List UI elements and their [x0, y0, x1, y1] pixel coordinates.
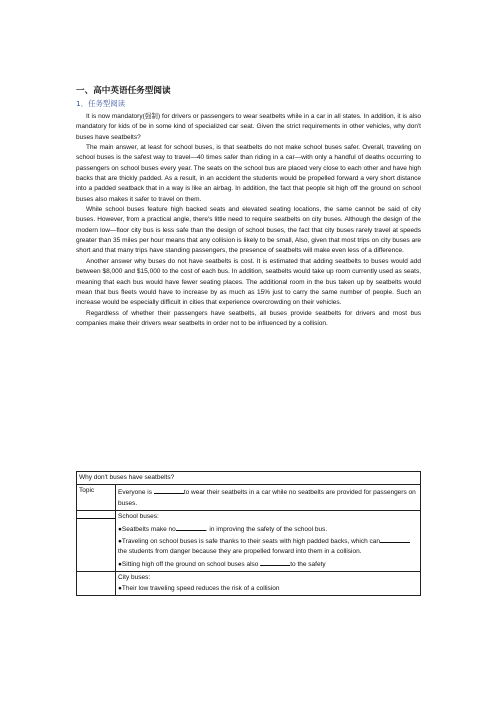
details-cell	[116, 511, 421, 572]
answer-blank-3[interactable]	[176, 523, 206, 531]
topic-text-before: Everyone is	[118, 489, 154, 497]
row-label-blank-cell	[77, 511, 116, 572]
passage-paragraph-4: Another answer why buses do not have seatbelts is cost. It is estimated that adding seatbelts to buses would add between $8,000 and $15,000 to the cost of each bus. In addition, seatbelts would take up room currently used as seats, meaning that each bus would have fewer seating places. The additional room in the bus taken up by seatbelts would mean that bus fleets would have to increase by as much as 15% just to carry the same number of people. Such an increase would be especially difficult in cities that experience overcrowding on their vehicles.	[76, 257, 421, 307]
table-row	[77, 511, 421, 572]
answer-blank-2[interactable]	[77, 511, 115, 519]
section-heading: 一、高中英语任务型阅读	[76, 86, 171, 96]
school-item-2-after: the students from danger because they are propelled forward into them in a collision.	[118, 548, 362, 556]
table-title: Why don't buses have seatbelts?	[77, 472, 421, 485]
passage-paragraph-1: It is now mandatory(强制) for drivers or passengers to wear seatbelts while in a car in all states. In addition, it is also mandatory for kids of be in some kind of specialized car seat. Given the strict requirements in other vehicles, why don't buses have seatbelts?	[76, 113, 421, 141]
answer-blank-1[interactable]	[154, 486, 184, 494]
passage	[76, 112, 421, 329]
passage-paragraph-5: Regardless of whether their passengers have seatbelts, all buses provide seatbelts for drivers and most bus companies make their drivers wear seatbelts in order not to be influenced by a collision.	[76, 309, 421, 327]
topic-text-after: to wear their seatbelts in a car while no seatbelts are provided for passengers on buses.	[118, 489, 416, 507]
city-item-1: ●Their low traveling speed reduces the risk of a collision	[118, 584, 280, 592]
passage-paragraph-3: While school buses feature high backed seats and elevated seating locations, the same cannot be said of city buses. However, from a practical angle, there's little need to require seatbelts on city buses. Although the design of the modern low—floor city bus is less safe than the design of school buses, the fact that city buses rarely travel at speeds greater than 35 miles per hour means that any collision is likely to be small, Also, given that most trips on city buses are short and that many trips have standing passengers, the presence of seatbelts will make even less of a difference.	[76, 206, 421, 255]
answer-blank-4[interactable]	[380, 535, 410, 543]
table-row	[77, 485, 421, 511]
school-item-2	[118, 535, 418, 558]
city-buses-heading: City buses:	[118, 574, 151, 582]
task-table	[76, 471, 421, 596]
school-item-1	[118, 523, 418, 535]
answer-blank-5[interactable]	[260, 558, 290, 566]
row-label-topic: Topic	[77, 485, 116, 511]
city-cell	[116, 572, 421, 596]
school-buses-heading: School buses:	[118, 513, 159, 521]
school-item-3	[118, 558, 418, 570]
subsection-heading: 1．任务型阅读	[76, 99, 126, 108]
school-item-3-before: ●Sitting high off the ground on school buses also	[118, 560, 261, 568]
school-item-1-before: ●Seatbelts make no	[118, 525, 176, 533]
row-label-empty	[77, 572, 116, 596]
passage-paragraph-2: The main answer, at least for school buses, is that seatbelts do not make school buses safer. Overall, traveling on school buses is the safest way to travel—40 times safer than riding in a car—with only a handful of deaths occurring to passengers on school buses every year. The seats on the school bus are placed very close to each other and have high backs that are thickly padded. As a result, in an accident the students would be propelled forward a very short distance into a padded seatback that in a way is like an airbag. In addition, the fact that people sit high off the ground on school buses also makes it safer to travel on them.	[76, 144, 421, 203]
school-item-1-after: . in improving the safety of the school bus.	[205, 525, 328, 533]
school-item-2-before: ●Traveling on school buses is safe thanks to their seats with high padded backs, which can	[118, 538, 381, 546]
school-item-3-after: to the safety	[290, 560, 326, 568]
topic-cell	[116, 485, 421, 511]
table-row	[77, 572, 421, 596]
